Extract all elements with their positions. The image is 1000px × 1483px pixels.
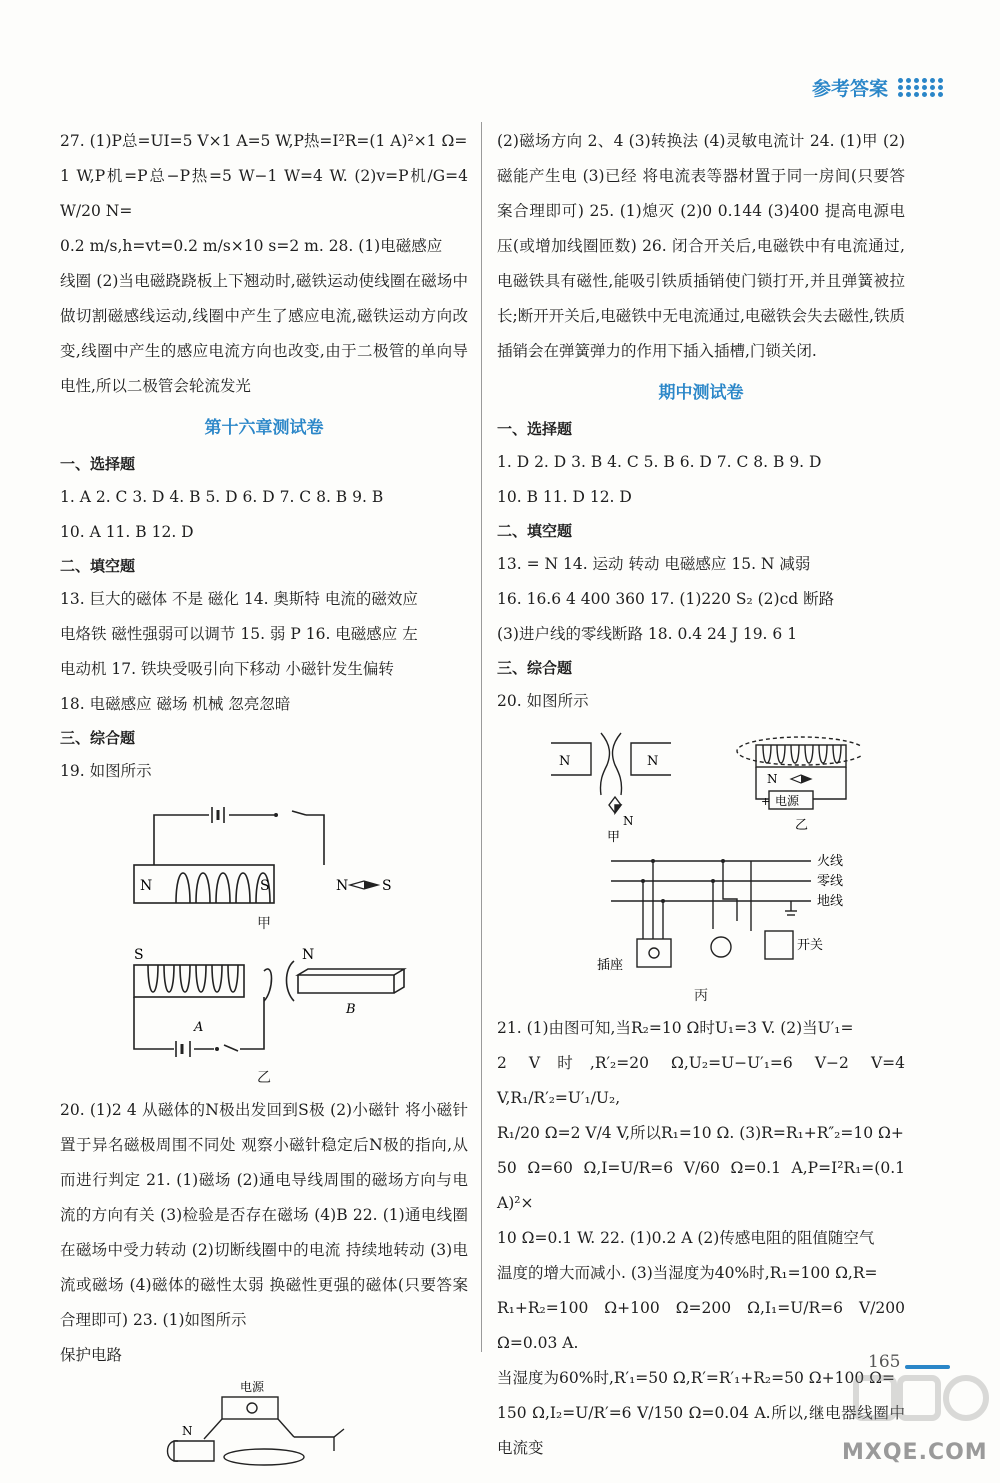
ground-wire-label: 地线 (817, 894, 844, 909)
fig2-s-label: S (134, 947, 144, 963)
midterm-fill-2: 16. 16.6 4 400 360 17. (1)220 S₂ (2)cd 断路 (497, 590, 835, 608)
fig2-b-label: B (346, 1002, 356, 1017)
fig4-n2: N (647, 754, 659, 769)
q21-line-4: 50 Ω=60 Ω,I=U/R=6 V/60 Ω=0.1 A,P=I²R₁=(0.1 A)²× (497, 1159, 905, 1212)
q27-line-3: 0.2 m/s,h=vt=0.2 m/s×10 s=2 m. 28. (1)电磁感应 (60, 237, 443, 255)
left-column (60, 124, 468, 1483)
fig1-s-label: S (260, 878, 270, 894)
page-number: 165 (868, 1352, 901, 1372)
fill-answers-4: 18. 电磁感应 磁场 机械 忽亮忽暗 (60, 695, 291, 713)
column-divider (481, 122, 482, 1352)
choice-answers-1: 1. A 2. C 3. D 4. B 5. D 6. D 7. C 8. B 9. B (60, 488, 384, 506)
section-title-chapter16: 第十六章测试卷 (204, 418, 324, 438)
fig3-power-label: 电源 (240, 1380, 265, 1394)
socket-label: 插座 (597, 958, 624, 973)
fig5-plus-label: + (761, 795, 771, 808)
q22-line-2: 温度的增大而减小. (3)当湿度为40%时,R₁=100 Ω,R= (497, 1264, 878, 1282)
q22-line-5: 150 Ω,I₂=U/R′=6 V/150 Ω=0.04 A.所以,继电器线圈中电流变 (497, 1404, 905, 1457)
midterm-fill-3: (3)进户线的零线断路 18. 0.4 24 J 19. 6 1 (497, 625, 798, 643)
midterm-choice-2: 10. B 11. D 12. D (497, 488, 632, 506)
midterm-fill-1: 13. = N 14. 运动 转动 电磁感应 15. N 减弱 (497, 555, 811, 573)
neutral-wire-label: 零线 (817, 874, 844, 889)
fig2-caption: 乙 (257, 1070, 271, 1086)
relay-circuit-diagram (144, 1379, 384, 1477)
fig2-n-label: N (302, 947, 315, 963)
fig3-n-label: N (182, 1424, 193, 1438)
fig5-n-label: N (767, 772, 778, 786)
fig1-caption: 甲 (257, 916, 271, 932)
fig4-n1: N (559, 754, 571, 769)
q27-line-1: 27. (1)P总=UI=5 V×1 A=5 W,P热=I²R=(1 A)²×1 Ω= (60, 132, 468, 150)
subsection-fill-midterm: 二、填空题 (497, 522, 573, 540)
fig1-n-label: N (140, 878, 153, 894)
solenoid-diagram-jia (114, 795, 414, 907)
q28-answer: 线圈 (2)当电磁跷跷板上下翘动时,磁铁运动使线圈在磁场中做切割磁感线运动,线圈中产生了感应电流,磁铁运动方向改变,线圈中产生的感应电流方向也改变,由于二极管的单向导电性,所以二极管会轮流发光 (60, 272, 468, 395)
page-header (812, 74, 944, 101)
header-title: 参考答案 (811, 78, 888, 100)
q24-26-answers: (2)磁场方向 2、4 (3)转换法 (4)灵敏电流计 24. (1)甲 (2)磁能产生电 (3)已经 将电流表等器材置于同一房间(只要答案合理即可) 25. (1)熄灭 (2)0 0.144 (3)400 提高电源电压(或增加线圈匝数) 26. 闭合开关后,电磁铁中有电流通过,电磁铁具有磁性,能吸引铁质插销使门锁打开,并且弹簧被拉长;断开开关后,电磁铁中无电流通过,电磁铁会失去磁性,铁质插销会在弹簧弹力的作用下插入插槽,门锁关闭. (497, 132, 905, 360)
section-title-midterm: 期中测试卷 (658, 383, 744, 403)
q27-line-2: 1 W,P机=P总−P热=5 W−1 W=4 W. (2)v=P机/G=4 W/20 N= (60, 167, 468, 220)
fig4-n3: N (623, 814, 634, 828)
fill-answers-2: 电烙铁 磁性强弱可以调节 15. 弱 P 16. 电磁感应 左 (60, 625, 418, 643)
right-column (497, 124, 905, 1466)
q22-line-4: 当湿度为60%时,R′₁=50 Ω,R′=R′₁+R₂=50 Ω+100 Ω= (497, 1369, 895, 1387)
fig1-compass-s: S (382, 878, 392, 894)
subsection-comprehensive-midterm: 三、综合题 (497, 659, 573, 677)
switch-label: 开关 (797, 938, 824, 953)
q19-answer: 19. 如图所示 (60, 762, 152, 780)
watermark-text: MXQE.COM (842, 1440, 988, 1465)
q22-line-1: 10 Ω=0.1 W. 22. (1)0.2 A (2)传感电阻的阻值随空气 (497, 1229, 875, 1247)
protect-circuit: 保护电路 (60, 1346, 123, 1364)
subsection-choice: 一、选择题 (60, 455, 136, 473)
q21-line-2: 2 V时,R′₂=20 Ω,U₂=U−U′₁=6 V−2 V=4 V,R₁/R′₂=U′₁/U₂, (497, 1054, 905, 1107)
q21-line-3: R₁/20 Ω=2 V/4 V,所以R₁=10 Ω. (3)R=R₁+R″₂=10 Ω+ (497, 1124, 904, 1142)
dots-icon (898, 78, 944, 97)
fig5-caption: 乙 (795, 818, 809, 833)
fig4-caption: 甲 (607, 830, 621, 843)
midterm-choice-1: 1. D 2. D 3. B 4. C 5. B 6. D 7. C 8. B 9. D (497, 453, 822, 471)
fig1-compass-n: N (336, 878, 349, 894)
q20-23-answers: 20. (1)2 4 从磁体的N极出发回到S极 (2)小磁针 将小磁针置于异名磁极周围不同处 观察小磁针稳定后N极的指向,从而进行判定 21. (1)磁场 (2)通电导线周围的磁场方向与电流的方向有关 (3)检验是否存在磁场 (4)B 22. (1)通电线圈在磁场中受力转动 (2)切断线圈中的电流 持续地转动 (3)电流或磁场 (4)磁体的磁性太弱 换磁性更强的磁体(只要答案合理即可) 23. (1)如图所示 (60, 1101, 468, 1329)
fill-answers-1: 13. 巨大的磁体 不是 磁化 14. 奥斯特 电流的磁效应 (60, 590, 418, 608)
midterm-q20: 20. 如图所示 (497, 692, 589, 710)
fig6-caption: 丙 (694, 988, 708, 1004)
solenoid-bar-magnet-diagram-yi (114, 941, 414, 1061)
live-wire-label: 火线 (817, 854, 844, 869)
fig5-power-label: 电源 (775, 794, 800, 808)
subsection-fill: 二、填空题 (60, 557, 136, 575)
fill-answers-3: 电动机 17. 铁块受吸引向下移动 小磁针发生偏转 (60, 660, 394, 678)
choice-answers-2: 10. A 11. B 12. D (60, 523, 194, 541)
household-wiring-diagram (541, 849, 861, 979)
fig2-a-label: A (194, 1020, 204, 1035)
q22-line-3: R₁+R₂=100 Ω+100 Ω=200 Ω,I₁=U/R=6 V/200 Ω=0.03 A. (497, 1299, 905, 1352)
subsection-comprehensive: 三、综合题 (60, 729, 136, 747)
subsection-choice-midterm: 一、选择题 (497, 420, 573, 438)
magnet-field-diagrams (541, 725, 861, 843)
q21-line-1: 21. (1)由图可知,当R₂=10 Ω时U₁=3 V. (2)当U′₁= (497, 1019, 854, 1037)
